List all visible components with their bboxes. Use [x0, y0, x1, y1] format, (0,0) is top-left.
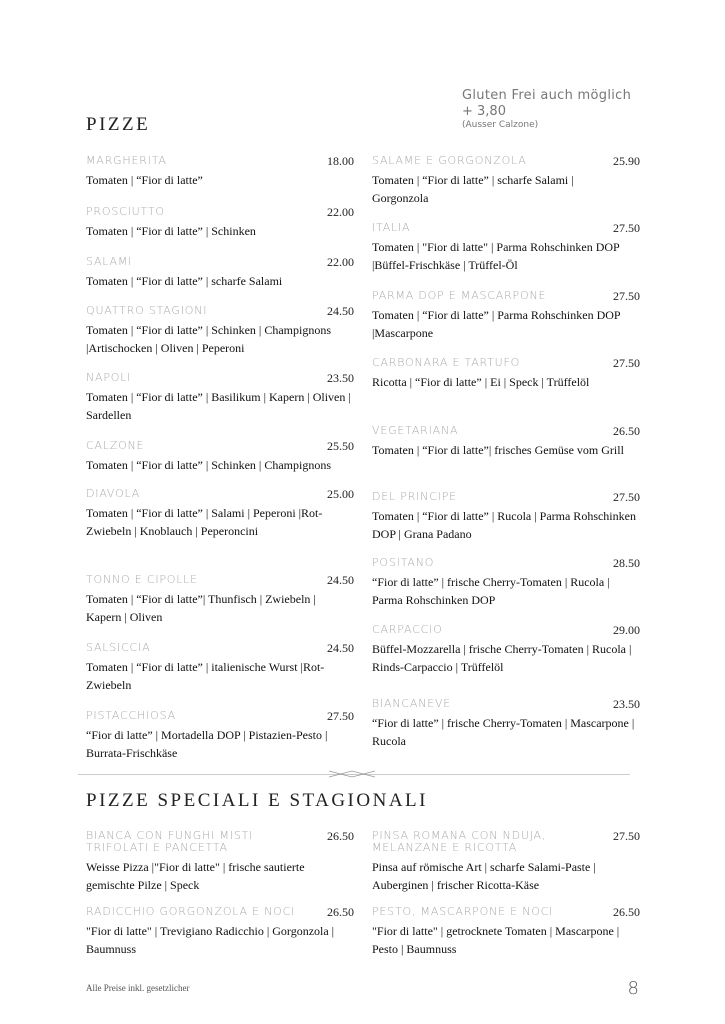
section-title-pizze: PIZZE [86, 114, 151, 135]
menu-item-name: BIANCA CON FUNGHI MISTI TRIFOLATI E PANCETTA [86, 829, 254, 854]
menu-item-price: 23.50 [613, 697, 640, 711]
menu-item [372, 491, 640, 543]
menu-item [372, 155, 640, 207]
menu-item-description: Tomaten | “Fior di latte” | italienische Wurst |Rot-Zwiebeln [86, 660, 325, 692]
menu-item-price: 27.50 [613, 356, 640, 370]
menu-item [372, 624, 640, 676]
menu-item-name: DEL PRINCIPE [372, 490, 457, 503]
menu-item-price: 27.50 [613, 221, 640, 235]
menu-item-name: SALSICCIA [86, 641, 151, 654]
menu-item-name: PARMA DOP E MASCARPONE [372, 289, 547, 302]
menu-item-price: 23.50 [327, 371, 354, 385]
menu-item-description: Ricotta | “Fior di latte” | Ei | Speck | Trüffelöl [372, 375, 590, 389]
menu-item-name: QUATTRO STAGIONI [86, 304, 208, 317]
menu-item-name: SALAME E GORGONZOLA [372, 154, 527, 167]
menu-item [372, 557, 640, 609]
menu-item-name: POSITANO [372, 556, 435, 569]
menu-item-price: 26.50 [327, 905, 354, 919]
menu-item-name: PISTACCHIOSA [86, 709, 176, 722]
menu-item [86, 906, 354, 958]
menu-item-description: Tomaten | “Fior di latte” | Salami | Peperoni |Rot-Zwiebeln | Knoblauch | Peperoncini [86, 506, 323, 538]
menu-item-description: "Fior di latte" | getrocknete Tomaten | Mascarpone | Pesto | Baumnuss [372, 924, 620, 956]
gluten-free-surcharge: + 3,80 [462, 104, 506, 119]
page-number: 8 [627, 978, 639, 999]
menu-item-name: PESTO, MASCARPONE E NOCI [372, 905, 554, 918]
menu-item-description: Tomaten | “Fior di latte” | scharfe Salami [86, 274, 283, 288]
menu-item [86, 206, 354, 240]
menu-item [372, 830, 640, 894]
menu-item [372, 357, 640, 391]
menu-item-price: 26.50 [613, 905, 640, 919]
menu-item-name: SALAMI [86, 255, 133, 268]
menu-item [86, 830, 354, 894]
menu-item-description: Pinsa auf römische Art | scharfe Salami-Paste | Auberginen | frischer Ricotta-Käse [372, 860, 596, 892]
menu-item-name: VEGETARIANA [372, 424, 459, 437]
menu-item-description: Tomaten | “Fior di latte” | scharfe Salami | Gorgonzola [372, 173, 574, 205]
menu-item-description: Büffel-Mozzarella | frische Cherry-Tomaten | Rucola | Rinds-Carpaccio | Trüffelöl [372, 642, 632, 674]
menu-item-name: DIAVOLA [86, 487, 141, 500]
menu-item-price: 25.00 [327, 487, 354, 501]
menu-item-price: 27.50 [613, 490, 640, 504]
gluten-free-note [462, 88, 631, 130]
menu-item-price: 24.50 [327, 641, 354, 655]
menu-item [86, 488, 354, 540]
menu-item-name: CARBONARA E TARTUFO [372, 356, 521, 369]
menu-item-description: “Fior di latte” | frische Cherry-Tomaten | Mascarpone | Rucola [372, 716, 635, 748]
menu-item [372, 290, 640, 342]
menu-item [86, 440, 354, 474]
menu-item [372, 698, 640, 750]
menu-item-name: CARPACCIO [372, 623, 443, 636]
menu-item-name: TONNO E CIPOLLE [86, 573, 198, 586]
menu-item-price: 18.00 [327, 154, 354, 168]
menu-item-price: 22.00 [327, 205, 354, 219]
menu-item-description: Tomaten | “Fior di latte” | Schinken [86, 224, 256, 238]
gluten-free-exception: (Ausser Calzone) [462, 120, 539, 130]
menu-item-price: 27.50 [613, 289, 640, 303]
menu-item-description: Tomaten | “Fior di latte” | Rucola | Parma Rohschinken DOP | Grana Padano [372, 509, 636, 541]
menu-item-price: 27.50 [327, 709, 354, 723]
menu-item-description: Tomaten | “Fior di latte” | Basilikum | Kapern | Oliven | Sardellen [86, 390, 351, 422]
menu-item [86, 155, 354, 189]
menu-item-name: RADICCHIO GORGONZOLA E NOCI [86, 905, 296, 918]
menu-item [86, 574, 354, 626]
menu-item [372, 222, 640, 274]
menu-item [86, 305, 354, 357]
menu-item-name: ITALIA [372, 221, 411, 234]
menu-item [372, 906, 640, 958]
menu-item-price: 28.50 [613, 556, 640, 570]
menu-item-price: 27.50 [613, 829, 640, 843]
footer-note: Alle Preise inkl. gesetzlicher [86, 983, 190, 993]
menu-item-description: Tomaten | “Fior di latte” | Parma Rohschinken DOP |Mascarpone [372, 308, 621, 340]
menu-item-name: NAPOLI [86, 371, 132, 384]
menu-item [86, 642, 354, 694]
menu-item-price: 22.00 [327, 255, 354, 269]
menu-item-name: PINSA ROMANA CON NDUJA, MELANZANE E RICOTTA [372, 829, 547, 854]
menu-item-description: Tomaten | “Fior di latte”| frisches Gemüse vom Grill [372, 443, 624, 457]
menu-item-description: Weisse Pizza |"Fior di latte" | frische sautierte gemischte Pilze | Speck [86, 860, 305, 892]
menu-item-name: CALZONE [86, 439, 145, 452]
menu-item-description: Tomaten | “Fior di latte” | Schinken | Champignons |Artischocken | Oliven | Peperoni [86, 323, 331, 355]
menu-item [86, 256, 354, 290]
menu-item-description: Tomaten | “Fior di latte” | Schinken | Champignons [86, 458, 331, 472]
divider-ornament-icon [327, 767, 377, 781]
menu-item-price: 24.50 [327, 573, 354, 587]
menu-item [372, 425, 640, 459]
menu-item-description: Tomaten | “Fior di latte” [86, 173, 203, 187]
gluten-free-label: Gluten Frei auch möglich [462, 88, 632, 103]
menu-item-price: 25.90 [613, 154, 640, 168]
menu-item-description: “Fior di latte” | frische Cherry-Tomaten | Rucola | Parma Rohschinken DOP [372, 575, 610, 607]
menu-item-description: “Fior di latte” | Mortadella DOP | Pistazien-Pesto | Burrata-Frischkäse [86, 728, 328, 760]
menu-item-price: 24.50 [327, 304, 354, 318]
menu-item-name: MARGHERITA [86, 154, 167, 167]
menu-item-price: 26.50 [613, 424, 640, 438]
menu-item-price: 25.50 [327, 439, 354, 453]
menu-item-name: PROSCIUTTO [86, 205, 165, 218]
menu-item-description: Tomaten | "Fior di latte" | Parma Rohschinken DOP |Büffel-Frischkäse | Trüffel-Öl [372, 240, 620, 272]
menu-item-description: "Fior di latte" | Trevigiano Radicchio | Gorgonzola | Baumnuss [86, 924, 335, 956]
menu-item-price: 29.00 [613, 623, 640, 637]
menu-item-name: BIANCANEVE [372, 697, 452, 710]
menu-item [86, 710, 354, 762]
section-title-speciali: PIZZE SPECIALI E STAGIONALI [86, 790, 428, 811]
menu-item-description: Tomaten | “Fior di latte”| Thunfisch | Zwiebeln | Kapern | Oliven [86, 592, 316, 624]
menu-item-price: 26.50 [327, 829, 354, 843]
menu-item [86, 372, 354, 424]
